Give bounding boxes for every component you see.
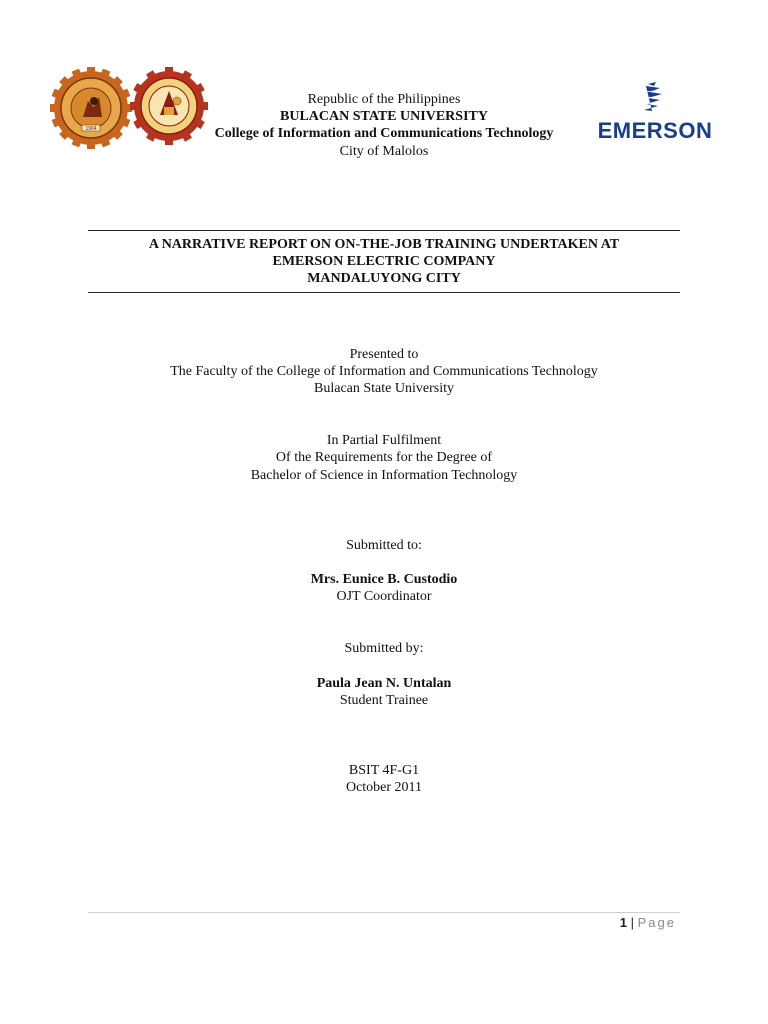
emerson-wordmark: EMERSON — [597, 118, 713, 143]
header-republic: Republic of the Philippines — [307, 92, 461, 107]
header-university: BULACAN STATE UNIVERSITY — [280, 109, 488, 124]
presented-university: Bulacan State University — [314, 381, 454, 396]
title-line-1: A NARRATIVE REPORT ON ON-THE-JOB TRAINING UNDERTAKEN AT — [148, 237, 620, 252]
page-number: 1 — [619, 915, 627, 930]
trainee-name: Paula Jean N. Untalan — [316, 676, 452, 691]
trainee-role: Student Trainee — [339, 693, 429, 708]
page-number-footer — [620, 915, 676, 930]
title-line-2: EMERSON ELECTRIC COMPANY — [272, 254, 496, 269]
page-separator: | — [630, 915, 634, 930]
coordinator-name: Mrs. Eunice B. Custodio — [310, 572, 458, 587]
fulfilment-line-1: In Partial Fulfilment — [326, 433, 442, 448]
submitted-by-label: Submitted by: — [344, 641, 424, 656]
report-date: October 2011 — [345, 780, 423, 795]
header-college: College of Information and Communications Technology — [214, 126, 554, 141]
emerson-logo — [590, 80, 720, 144]
submitted-to-label: Submitted to: — [346, 538, 422, 553]
title-bottom-rule — [88, 292, 680, 293]
title-top-rule — [88, 230, 680, 231]
presented-faculty: The Faculty of the College of Information and Communications Technology — [170, 364, 598, 379]
fulfilment-degree: Bachelor of Science in Information Technology — [250, 468, 518, 483]
fulfilment-line-2: Of the Requirements for the Degree of — [275, 450, 493, 465]
presented-to-label: Presented to — [349, 347, 419, 362]
header-city: City of Malolos — [339, 144, 429, 159]
coordinator-role: OJT Coordinator — [336, 589, 432, 604]
seal-year: 1904 — [85, 126, 97, 132]
page-word: Page — [637, 915, 676, 930]
title-line-3: MANDALUYONG CITY — [307, 271, 461, 286]
footer-rule — [88, 912, 680, 913]
section-code: BSIT 4F-G1 — [348, 763, 420, 778]
